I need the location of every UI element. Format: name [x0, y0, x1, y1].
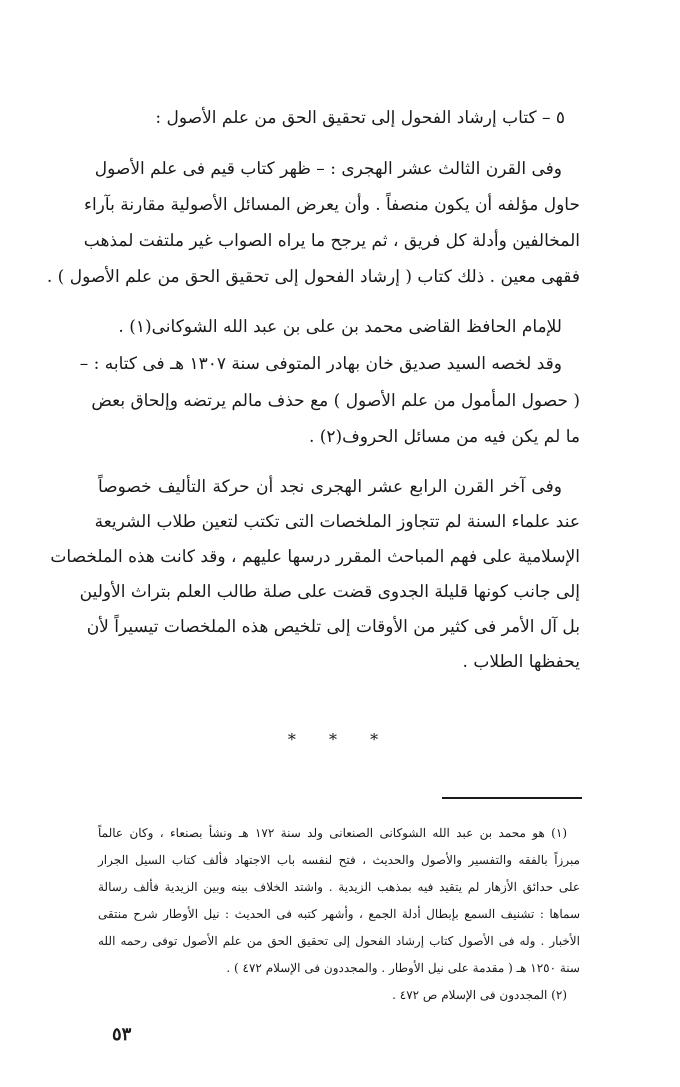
paragraph-line: فقهى معين . ذلك كتاب ( إرشاد الفحول إلى تحقيق الحق من علم الأصول ) . [46, 267, 580, 287]
paragraph-line: ما لم يكن فيه من مسائل الحروف(٢) . [308, 427, 580, 447]
page-number: ٥٣ [112, 1024, 132, 1045]
footnote-line: الأخبار . وله فى الأصول كتاب إرشاد الفحول إلى تحقيق الحق من علم الأصول توفى رحمه الله [98, 934, 580, 948]
footnote-line: مبرزاً بالفقه والتفسير والأصول والحديث ، فتح لنفسه باب الاجتهاد فألف كتاب السيل الجرار [98, 853, 580, 867]
paragraph-line: يحفظها الطلاب . [462, 652, 580, 672]
footnote-line: (٢) المجددون فى الإسلام ص ٤٧٢ . [392, 988, 567, 1002]
section-separator: * * * [287, 730, 393, 749]
paragraph-line: إلى جانب كونها قليلة الجدوى قضت على صلة طالب العلم بتراث الأولين [79, 582, 580, 602]
paragraph-line: عند علماء السنة لم تتجاوز الملخصات التى تكتب لتعين طلاب الشريعة [94, 512, 580, 532]
footnote-line: (١) هو محمد بن عبد الله الشوكانى الصنعانى ولد سنة ١٧٢ هـ ونشأ بصنعاء ، وكان عالماً [98, 826, 567, 840]
footnote-line: سنة ١٢٥٠ هـ ( مقدمة على نيل الأوطار . والمجددون فى الإسلام ٤٧٢ ) . [226, 961, 580, 975]
footnote-line: سماها : تشنيف السمع بإبطال أدلة الجمع ، وأشهر كتبه فى الحديث : نيل الأوطار شرح منتقى [98, 907, 580, 921]
footnote-divider [442, 797, 582, 799]
footnote-line: على حدائق الأزهار لم يتقيد فيه بمذهب الزيدية . واشتد الخلاف بينه وبين الزيدية فألف رسالة [98, 880, 580, 894]
paragraph-line: للإمام الحافظ القاضى محمد بن على بن عبد الله الشوكانى(١) . [118, 317, 562, 337]
paragraph-line: وفى القرن الثالث عشر الهجرى : – ظهر كتاب قيم فى علم الأصول [94, 159, 562, 179]
paragraph-line: وفى آخر القرن الرابع عشر الهجرى نجد أن حركة التأليف خصوصاً [98, 477, 562, 497]
paragraph-line: المخالفين وأدلة كل فريق ، ثم يرجح ما يراه الصواب غير ملتفت لمذهب [83, 231, 580, 251]
paragraph-line: بل آل الأمر فى كثير من الأوقات إلى تلخيص هذه الملخصات تيسيراً لأن [86, 617, 580, 637]
section-heading: ٥ – كتاب إرشاد الفحول إلى تحقيق الحق من علم الأصول : [155, 108, 565, 128]
paragraph-line: وقد لخصه السيد صديق خان بهادر المتوفى سنة ١٣٠٧ هـ فى كتابه : – [79, 354, 562, 374]
paragraph-line: حاول مؤلفه أن يكون منصفاً . وأن يعرض المسائل الأصولية مقارنة بآراء [83, 195, 580, 215]
paragraph-line: ( حصول المأمول من علم الأصول ) مع حذف مالم يرتضه وإلحاق بعض [91, 391, 580, 411]
paragraph-line: الإسلامية على فهم المباحث المقرر درسها عليهم ، وقد كانت هذه الملخصات [50, 547, 580, 567]
